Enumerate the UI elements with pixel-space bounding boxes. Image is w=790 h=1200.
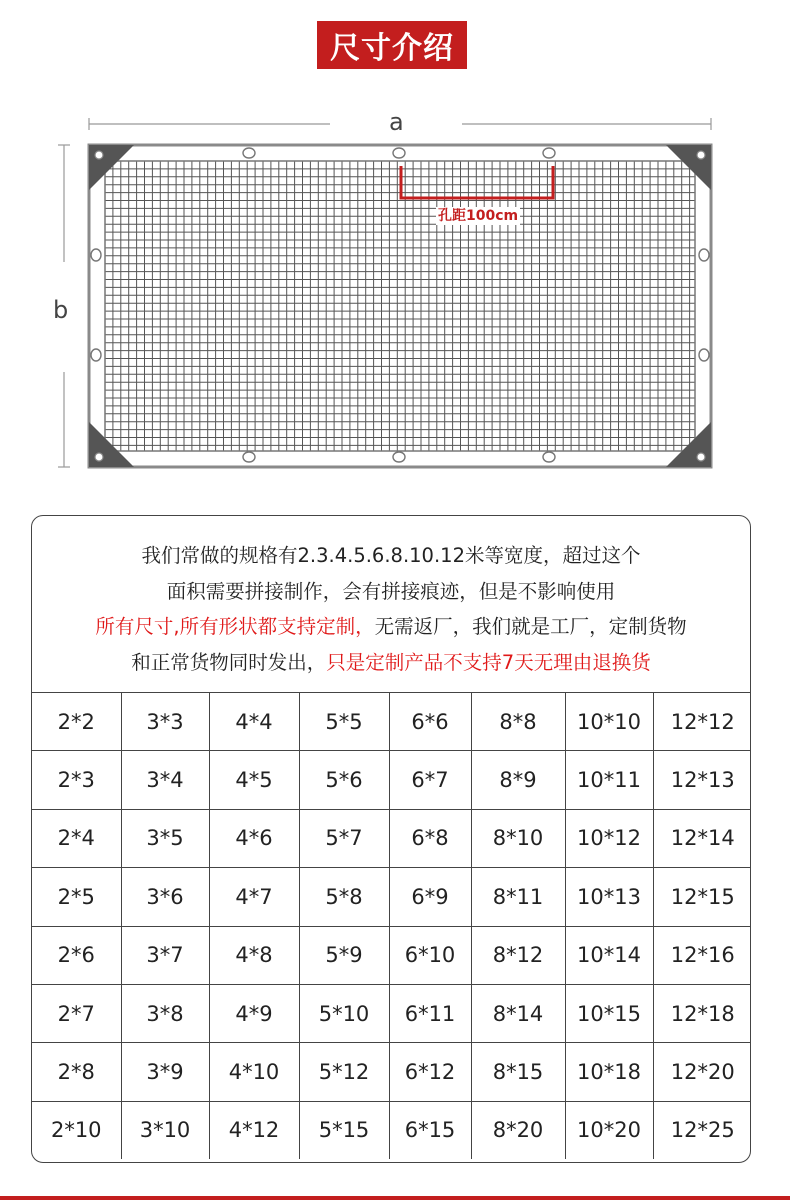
height-dimension-label: b <box>53 296 69 324</box>
size-cell: 8*12 <box>471 926 565 984</box>
size-cell: 2*5 <box>32 868 121 926</box>
table-row <box>32 868 751 926</box>
grommet-icon <box>91 249 101 261</box>
grommet-spacing-label: 孔距100cm <box>438 208 519 224</box>
table-row <box>32 809 751 867</box>
size-cell: 2*2 <box>32 693 121 751</box>
size-cell: 4*5 <box>209 751 299 809</box>
table-row <box>32 926 751 984</box>
grommet-icon <box>699 249 709 261</box>
grommet-icon <box>543 148 555 158</box>
size-cell: 3*7 <box>121 926 209 984</box>
grommet-icon <box>393 148 405 158</box>
table-row <box>32 1101 751 1159</box>
size-cell: 10*10 <box>565 693 653 751</box>
grommet-icon <box>699 349 709 361</box>
width-dimension-label: a <box>389 108 404 136</box>
corner-grommet-icon <box>95 151 103 159</box>
size-cell: 6*8 <box>389 809 471 867</box>
size-cell: 10*14 <box>565 926 653 984</box>
size-cell: 10*20 <box>565 1101 653 1159</box>
size-cell: 6*7 <box>389 751 471 809</box>
size-cell: 2*4 <box>32 809 121 867</box>
size-cell: 10*11 <box>565 751 653 809</box>
size-cell: 8*11 <box>471 868 565 926</box>
size-cell: 2*8 <box>32 1043 121 1101</box>
corner-grommet-icon <box>697 453 705 461</box>
table-row <box>32 984 751 1042</box>
corner-grommet-icon <box>697 151 705 159</box>
size-cell: 6*11 <box>389 984 471 1042</box>
size-cell: 4*4 <box>209 693 299 751</box>
size-cell: 12*16 <box>653 926 751 984</box>
size-cell: 3*10 <box>121 1101 209 1159</box>
shipping-notice: 和正常货物同时发出， <box>131 650 327 674</box>
corner-grommet-icon <box>95 453 103 461</box>
table-row <box>32 693 751 751</box>
size-cell: 3*4 <box>121 751 209 809</box>
size-cell: 2*6 <box>32 926 121 984</box>
size-cell: 6*6 <box>389 693 471 751</box>
size-cell: 4*10 <box>209 1043 299 1101</box>
table-row <box>32 1043 751 1101</box>
size-cell: 6*15 <box>389 1101 471 1159</box>
size-cell: 2*3 <box>32 751 121 809</box>
size-cell: 12*18 <box>653 984 751 1042</box>
size-cell: 8*10 <box>471 809 565 867</box>
size-cell: 3*6 <box>121 868 209 926</box>
return-policy-notice: 只是定制产品不支持7天无理由退换货 <box>326 650 651 674</box>
size-table <box>32 693 751 1159</box>
size-info-box <box>31 515 751 1163</box>
size-cell: 2*7 <box>32 984 121 1042</box>
size-cell: 12*12 <box>653 693 751 751</box>
bottom-accent-line <box>0 1196 790 1200</box>
size-cell: 12*13 <box>653 751 751 809</box>
grommet-icon <box>393 452 405 462</box>
size-cell: 12*25 <box>670 1118 735 1143</box>
info-line-3 <box>32 609 750 645</box>
size-cell: 10*18 <box>565 1043 653 1101</box>
size-cell: 5*15 <box>299 1101 389 1159</box>
custom-notice: 所有尺寸,所有形状都支持定制， <box>95 615 375 638</box>
size-cell: 3*9 <box>121 1043 209 1101</box>
size-cell: 4*12 <box>209 1101 299 1159</box>
size-cell: 12*14 <box>653 809 751 867</box>
size-cell: 8*20 <box>471 1101 565 1159</box>
size-cell: 3*3 <box>121 693 209 751</box>
size-cell: 5*6 <box>299 751 389 809</box>
size-cell: 4*8 <box>209 926 299 984</box>
grommet-icon <box>543 452 555 462</box>
size-cell: 5*7 <box>299 809 389 867</box>
size-cell: 5*9 <box>299 926 389 984</box>
size-cell: 3*5 <box>121 809 209 867</box>
size-cell: 8*15 <box>471 1043 565 1101</box>
size-cell: 3*8 <box>121 984 209 1042</box>
size-cell: 10*13 <box>565 868 653 926</box>
size-cell: 10*12 <box>565 809 653 867</box>
size-cell: 2*10 <box>32 1101 121 1159</box>
size-cell: 8*14 <box>471 984 565 1042</box>
size-cell: 6*10 <box>389 926 471 984</box>
size-cell: 12*20 <box>653 1043 751 1101</box>
info-line-1: 我们常做的规格有2.3.4.5.6.8.10.12米等宽度，超过这个 <box>141 544 641 567</box>
size-info-text <box>32 516 750 693</box>
size-cell: 12*15 <box>653 868 751 926</box>
size-cell: 4*6 <box>209 809 299 867</box>
info-line-4 <box>32 645 750 681</box>
width-dimension-line <box>89 118 711 130</box>
page-title: 尺寸介绍 <box>317 21 467 69</box>
size-cell: 8*9 <box>471 751 565 809</box>
size-cell: 6*12 <box>389 1043 471 1101</box>
size-cell: 6*9 <box>389 868 471 926</box>
table-row <box>32 751 751 809</box>
size-cell: 10*15 <box>565 984 653 1042</box>
size-cell: 5*12 <box>299 1043 389 1101</box>
shade-net-diagram <box>0 100 790 480</box>
size-cell: 4*9 <box>209 984 299 1042</box>
size-cell: 8*8 <box>471 693 565 751</box>
height-dimension-line <box>58 145 70 467</box>
size-cell: 4*7 <box>209 868 299 926</box>
grommet-icon <box>91 349 101 361</box>
grommet-icon <box>243 452 255 462</box>
size-cell: 5*8 <box>299 868 389 926</box>
info-line-2: 面积需要拼接制作，会有拼接痕迹，但是不影响使用 <box>166 579 616 603</box>
grommet-icon <box>243 148 255 158</box>
size-cell: 5*5 <box>299 693 389 751</box>
size-cell: 5*10 <box>299 984 389 1042</box>
factory-notice: 无需返厂，我们就是工厂，定制货物 <box>374 615 687 638</box>
